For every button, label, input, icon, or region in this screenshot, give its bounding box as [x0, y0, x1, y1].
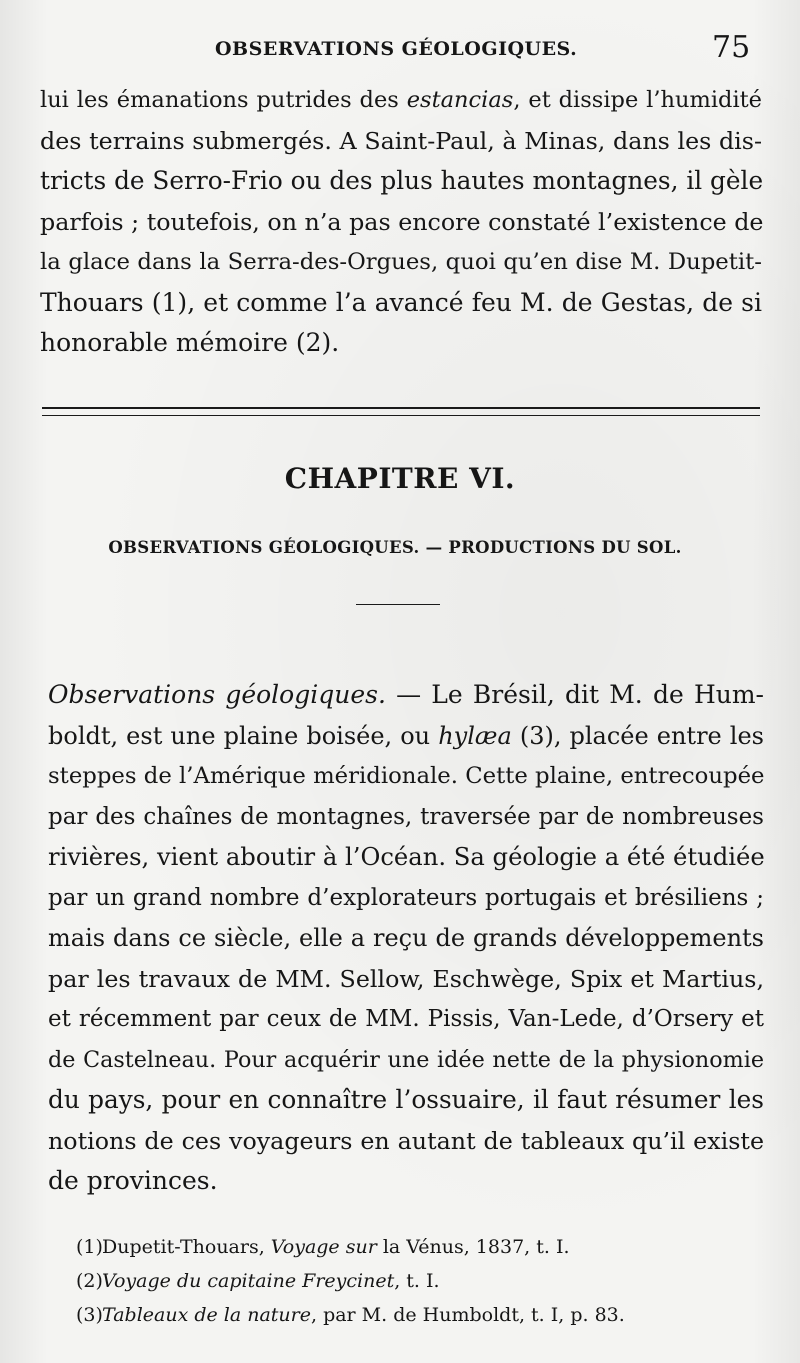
text-line: par des chaînes de montagnes, traversée par de nombreuses — [48, 803, 764, 830]
running-title: OBSERVATIONS GÉOLOGIQUES. — [215, 38, 578, 60]
footnote: (2)Voyage du capitaine Freycinet, t. I. — [76, 1264, 756, 1298]
text-line: mais dans ce siècle, elle a reçu de grands développements — [48, 924, 764, 952]
paragraph-continued — [40, 80, 762, 364]
text-line: tricts de Serro-Frio ou des plus hautes montagnes, il gèle — [40, 166, 764, 195]
paragraph-geology — [48, 675, 764, 1202]
text-line: boldt, est une plaine boisée, ou hylæa (3), placée entre les — [48, 721, 765, 750]
text-line: honorable mémoire (2). — [40, 328, 340, 357]
text-line: des terrains submergés. A Saint-Paul, à Minas, dans les dis- — [40, 126, 762, 155]
text-line: steppes de l’Amérique méridionale. Cette plaine, entrecoupée — [48, 763, 765, 789]
footnote-mark: (2) — [76, 1270, 103, 1292]
text-line: notions de ces voyageurs en autant de tableaux qu’il existe — [48, 1126, 764, 1155]
text-line: Thouars (1), et comme l’a avancé feu M. de Gestas, de si — [40, 287, 762, 317]
text-line: parfois ; toutefois, on n’a pas encore constaté l’existence de — [40, 207, 764, 236]
footnote-mark: (3) — [76, 1304, 103, 1326]
text-line: du pays, pour en connaître l’ossuaire, il faut résumer les — [48, 1085, 764, 1114]
section-rule — [356, 604, 440, 605]
chapter-subtitle: OBSERVATIONS GÉOLOGIQUES. — PRODUCTIONS DU SOL. — [108, 538, 682, 557]
text-line: de provinces. — [48, 1166, 218, 1195]
text-line: par un grand nombre d’explorateurs portugais et brésiliens ; — [48, 884, 764, 911]
text-line: lui les émanations putrides des estancias, et dissipe l’humidité — [40, 87, 762, 113]
text-line: rivières, vient aboutir à l’Océan. Sa géologie a été étudiée — [48, 842, 765, 871]
text-line: Observations géologiques. — Le Brésil, dit M. de Hum- — [48, 680, 764, 709]
footnote: (3)Tableaux de la nature, par M. de Humboldt, t. I, p. 83. — [76, 1298, 756, 1332]
chapter-divider-thick — [42, 407, 760, 409]
text-line: et récemment par ceux de MM. Pissis, Van-Lede, d’Orsery et — [48, 1006, 764, 1032]
text-line: par les travaux de MM. Sellow, Eschwège, Spix et Martius, — [48, 964, 764, 993]
page-number: 75 — [712, 30, 751, 65]
text-line: de Castelneau. Pour acquérir une idée nette de la physionomie — [48, 1046, 764, 1073]
text-line: la glace dans la Serra-des-Orgues, quoi qu’en dise M. Dupetit- — [40, 249, 762, 275]
footnote-mark: (1) — [76, 1236, 103, 1258]
chapter-title: CHAPITRE VI. — [284, 462, 516, 495]
chapter-divider-thin — [42, 415, 760, 416]
footnotes — [76, 1230, 756, 1332]
footnote: (1)Dupetit-Thouars, Voyage sur la Vénus, 1837, t. I. — [76, 1230, 756, 1264]
running-head — [0, 30, 800, 70]
